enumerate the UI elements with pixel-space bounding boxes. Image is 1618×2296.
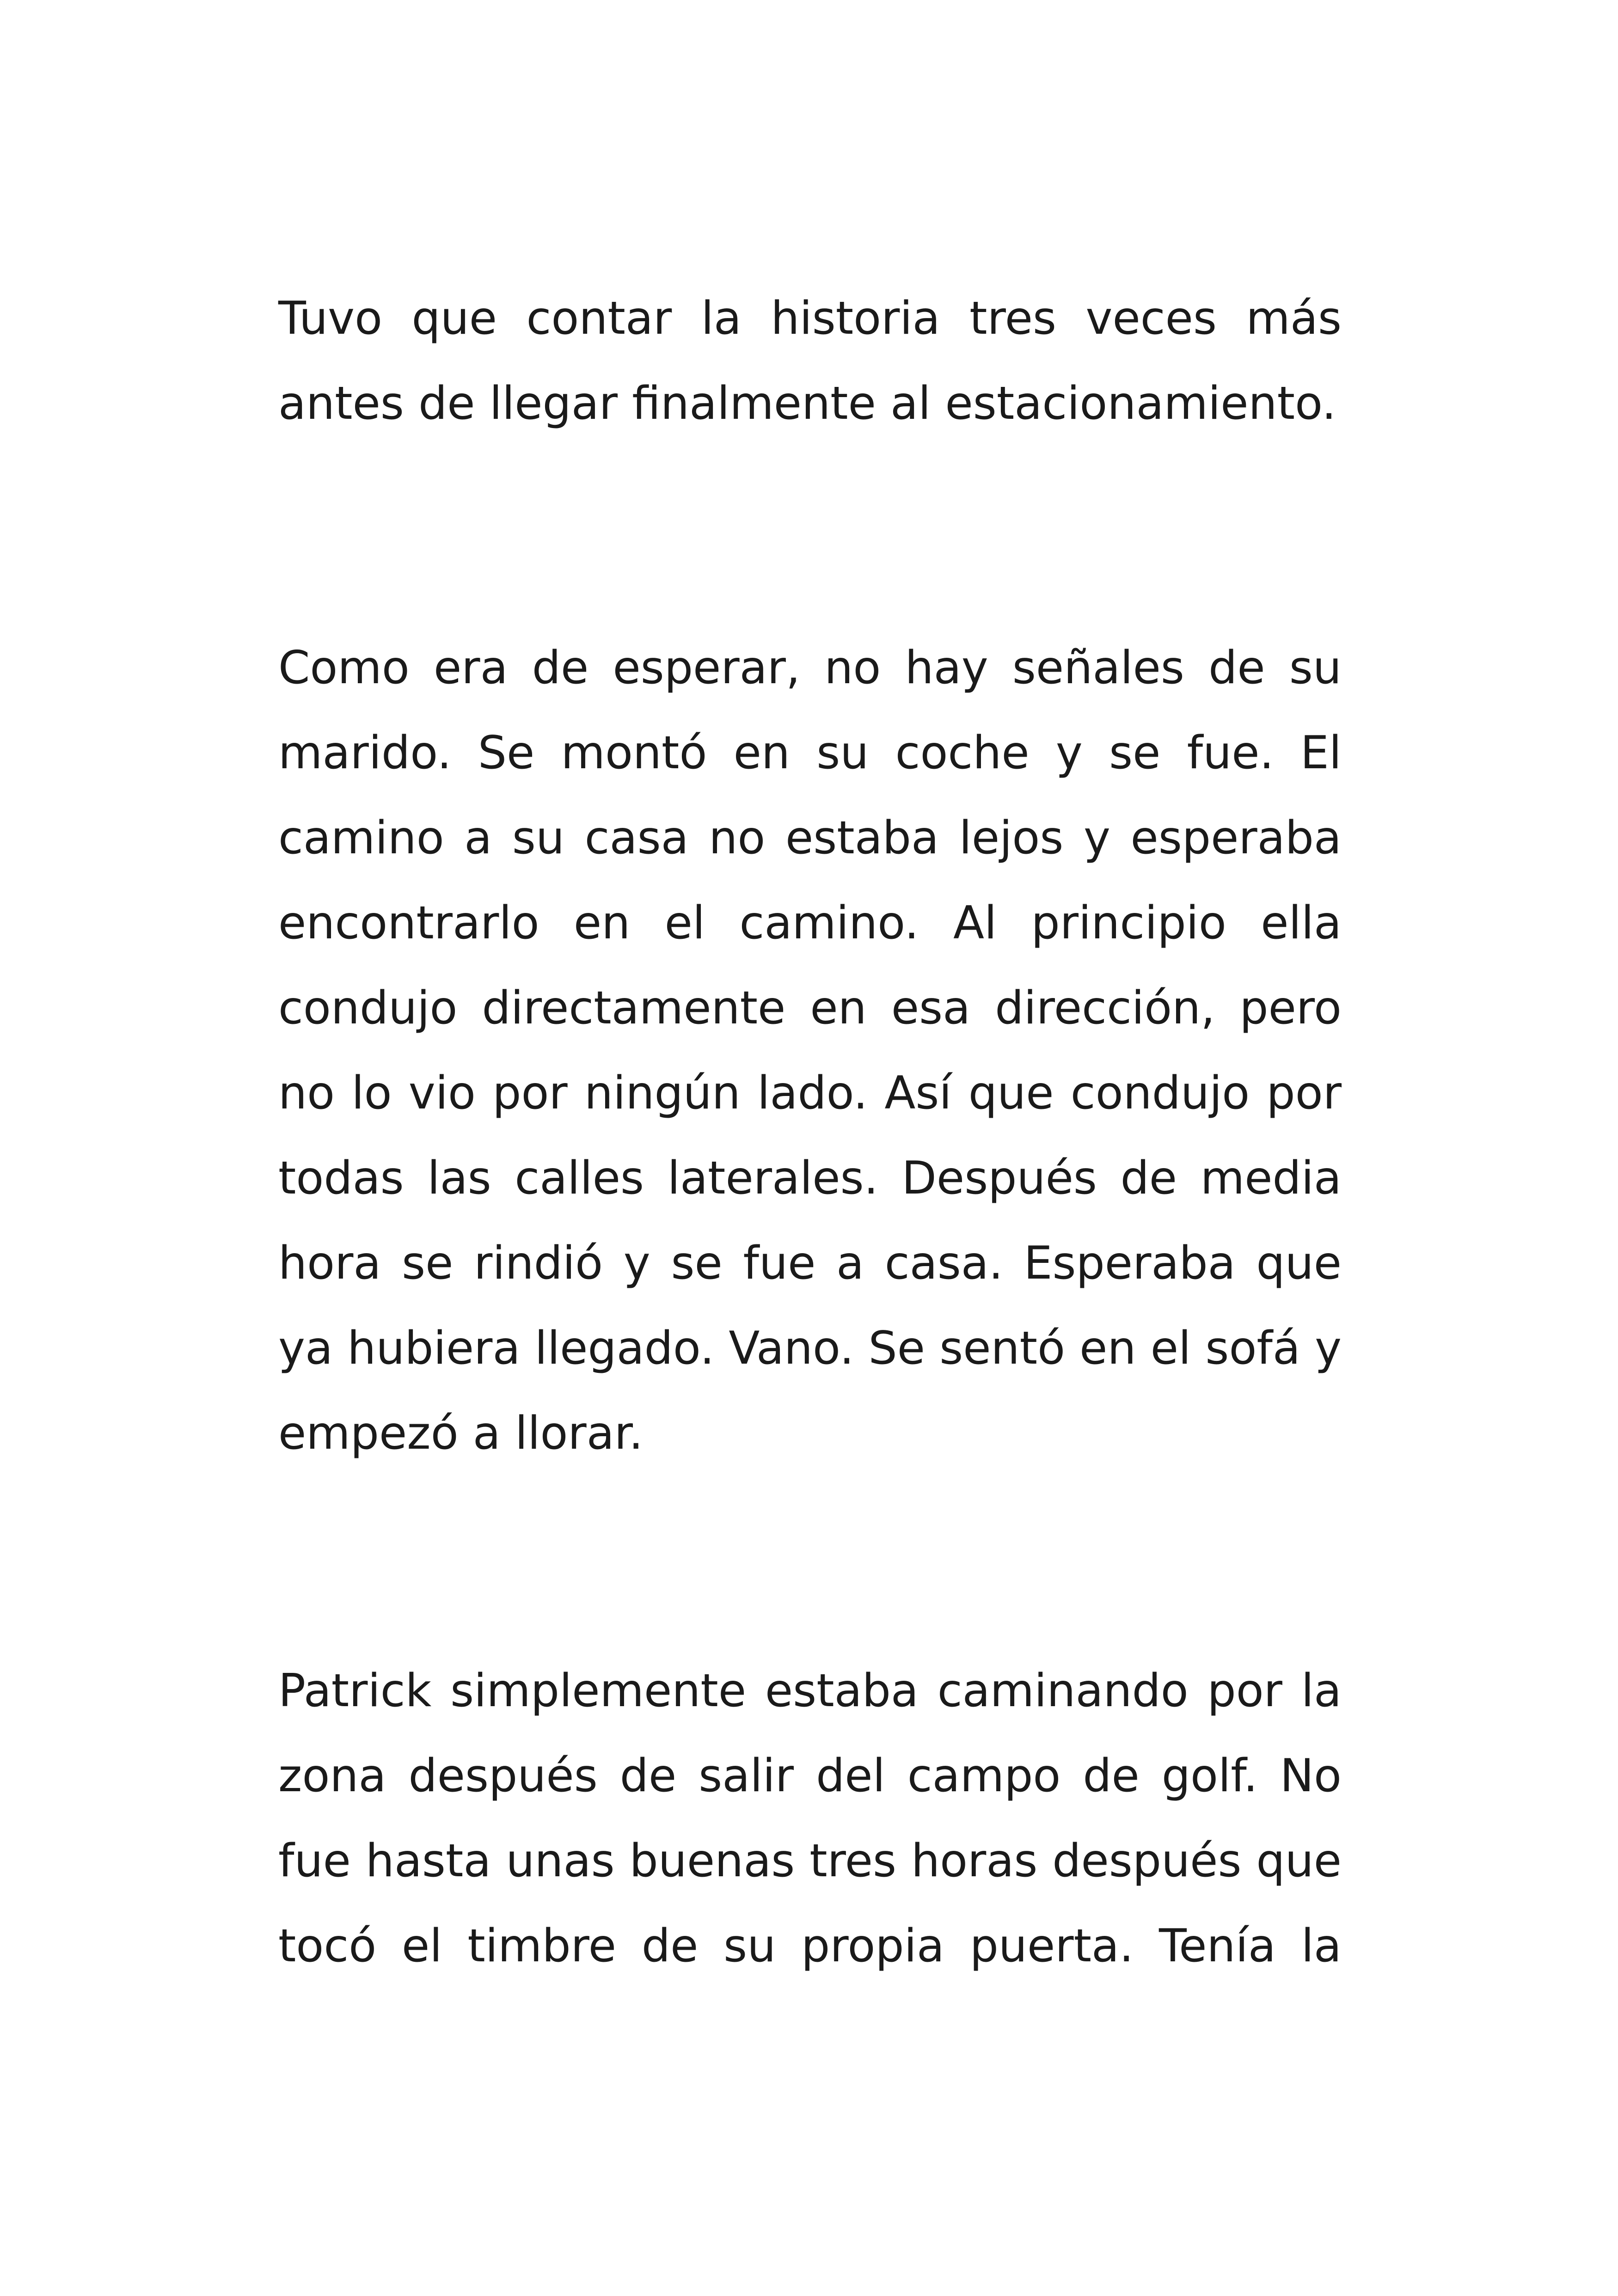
text-line: marido. Se montó en su coche y se fue. El bbox=[278, 727, 1342, 779]
text-line: Tuvo que contar la historia tres veces más bbox=[278, 292, 1342, 345]
text-line: fue hasta unas buenas tres horas después que bbox=[278, 1835, 1342, 1887]
text-line: condujo directamente en esa dirección, pero bbox=[278, 982, 1342, 1035]
text-line: tocó el timbre de su propia puerta. Tenía la bbox=[278, 1920, 1342, 1972]
text-line: zona después de salir del campo de golf. No bbox=[278, 1750, 1342, 1802]
text-line: Patrick simplemente estaba caminando por la bbox=[278, 1665, 1342, 1717]
text-line: antes de llegar finalmente al estacionamiento. bbox=[278, 377, 1336, 430]
paragraph-1 bbox=[278, 276, 1342, 446]
text-line: hora se rindió y se fue a casa. Esperaba que bbox=[278, 1237, 1342, 1290]
paragraph-2 bbox=[278, 625, 1342, 1476]
text-line: no lo vio por ningún lado. Así que condujo por bbox=[278, 1067, 1342, 1120]
paragraph-3 bbox=[278, 1648, 1342, 1989]
text-line: camino a su casa no estaba lejos y esperaba bbox=[278, 812, 1342, 864]
text-line: ya hubiera llegado. Vano. Se sentó en el sofá y bbox=[278, 1322, 1342, 1375]
text-line: empezó a llorar. bbox=[278, 1407, 644, 1460]
text-line: todas las calles laterales. Después de media bbox=[278, 1152, 1342, 1205]
text-line: encontrarlo en el camino. Al principio ella bbox=[278, 897, 1342, 949]
text-line: Como era de esperar, no hay señales de su bbox=[278, 642, 1342, 694]
